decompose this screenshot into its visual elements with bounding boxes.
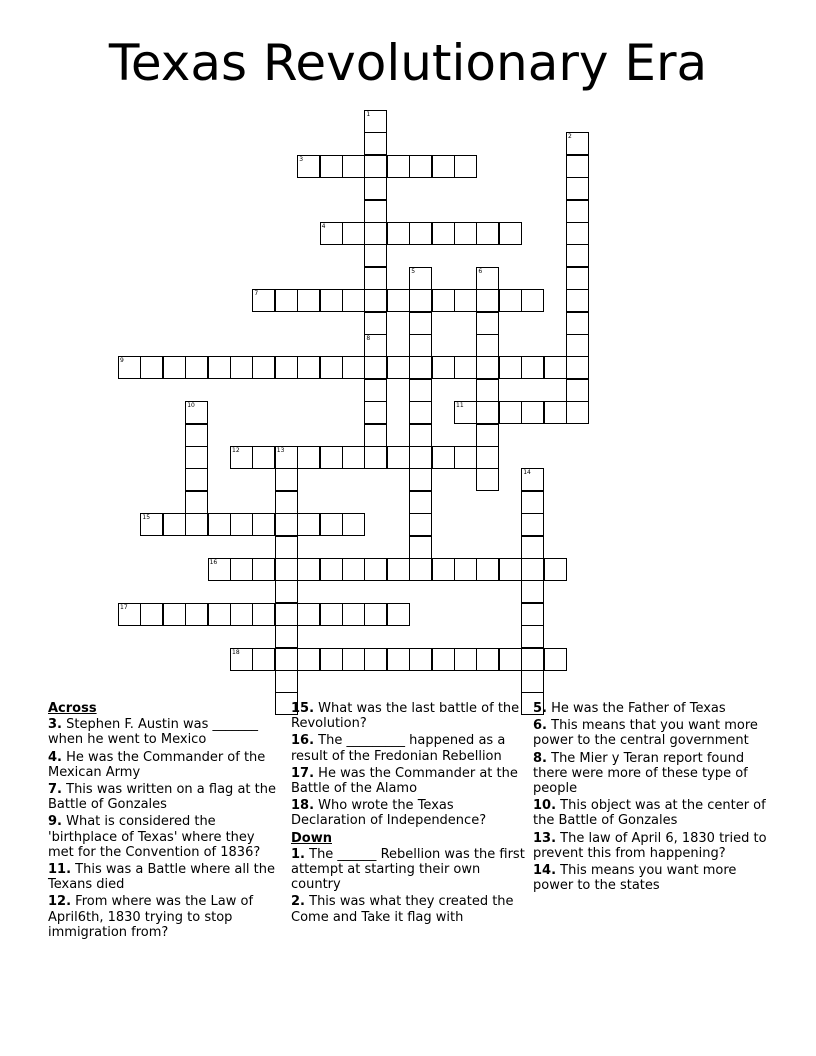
clue-item [48,782,284,812]
grid-cell[interactable] [476,379,499,402]
clue-number: 9. [48,814,62,830]
grid-cell[interactable] [342,446,365,469]
clue-text: This object was at the center of the Battle of Gonzales [533,798,766,829]
clue-text: This was written on a flag at the Battle of Gonzales [48,782,276,813]
grid-cell[interactable] [409,155,432,178]
grid-cell[interactable] [252,648,275,671]
grid-cell[interactable] [387,356,410,379]
grid-cell[interactable] [275,558,298,581]
clue-item [291,733,527,763]
grid-cell[interactable] [364,222,387,245]
clue-number: 2. [291,894,305,910]
grid-cell[interactable] [320,222,343,245]
grid-cell[interactable] [364,648,387,671]
grid-cell[interactable] [409,267,432,290]
grid-cell[interactable] [521,603,544,626]
grid-cell[interactable] [409,222,432,245]
grid-cell[interactable] [208,513,231,536]
grid-cell[interactable] [252,603,275,626]
grid-cell[interactable] [521,580,544,603]
grid-cell[interactable] [476,424,499,447]
clue-text: This was a Battle where all the Texans died [48,862,276,893]
clue-number-label: 6 [478,267,483,275]
grid-cell[interactable] [297,513,320,536]
grid-cell[interactable] [185,468,208,491]
clue-number: 5. [533,701,547,716]
grid-cell[interactable] [275,468,298,491]
clue-number: 15. [291,701,315,716]
clue-number: 10. [533,798,557,814]
grid-cell[interactable] [342,289,365,312]
grid-cell[interactable] [320,513,343,536]
clues-column-1 [48,701,284,942]
clue-text: The ______ Rebellion was the first attempt at starting their own country [291,846,525,893]
grid-cell[interactable] [252,289,275,312]
grid-cell[interactable] [208,558,231,581]
grid-cell[interactable] [454,222,477,245]
grid-cell[interactable] [499,558,522,581]
grid-cell[interactable] [185,401,208,424]
grid-cell[interactable] [409,334,432,357]
clue-text: The Mier y Teran report found there were more of these type of people [533,750,748,797]
grid-cell[interactable] [499,356,522,379]
grid-cell[interactable] [432,558,455,581]
clue-number-label: 18 [232,648,240,656]
grid-cell[interactable] [364,244,387,267]
grid-cell[interactable] [275,513,298,536]
clue-number-label: 9 [120,357,124,365]
grid-cell[interactable] [342,603,365,626]
clue-number-label: 11 [456,402,464,410]
grid-cell[interactable] [297,155,320,178]
clue-number: 6. [533,718,547,734]
grid-cell[interactable] [252,356,275,379]
grid-cell[interactable] [566,244,589,267]
grid-cell[interactable] [499,648,522,671]
grid-cell[interactable] [320,446,343,469]
clue-item [48,814,284,860]
clue-number: 1. [291,846,305,862]
grid-cell[interactable] [454,289,477,312]
grid-cell[interactable] [252,446,275,469]
grid-cell[interactable] [163,603,186,626]
grid-cell[interactable] [230,446,253,469]
clue-number: 17. [291,765,315,781]
grid-cell[interactable] [454,155,477,178]
grid-cell[interactable] [387,289,410,312]
clue-item [48,862,284,892]
grid-cell[interactable] [342,222,365,245]
grid-cell[interactable] [230,603,253,626]
clue-text: This was what they created the Come and Take it flag with [291,894,514,925]
grid-cell[interactable] [140,513,163,536]
clue-number: 8. [533,750,547,766]
grid-cell[interactable] [409,356,432,379]
grid-cell[interactable] [140,356,163,379]
grid-cell[interactable] [185,491,208,514]
grid-cell[interactable] [409,468,432,491]
grid-cell[interactable] [454,356,477,379]
grid-cell[interactable] [432,356,455,379]
grid-cell[interactable] [185,446,208,469]
grid-cell[interactable] [275,603,298,626]
grid-cell[interactable] [544,648,567,671]
grid-cell[interactable] [454,558,477,581]
grid-cell[interactable] [342,155,365,178]
grid-cell[interactable] [364,177,387,200]
grid-cell[interactable] [364,200,387,223]
grid-cell[interactable] [566,401,589,424]
clue-text: What is considered the 'birthplace of Texas' where they met for the Convention of 1836? [48,814,261,860]
grid-cell[interactable] [544,401,567,424]
grid-cell[interactable] [275,670,298,693]
clue-item [533,863,769,893]
grid-cell[interactable] [320,558,343,581]
grid-cell[interactable] [387,558,410,581]
clue-number-label: 2 [568,133,572,141]
grid-cell[interactable] [521,536,544,559]
grid-cell[interactable] [566,267,589,290]
clue-number-label: 17 [120,603,128,611]
grid-cell[interactable] [364,558,387,581]
grid-cell[interactable] [521,625,544,648]
grid-cell[interactable] [409,424,432,447]
grid-cell[interactable] [387,648,410,671]
grid-cell[interactable] [409,379,432,402]
clue-text: He was the Father of Texas [551,701,726,716]
clue-item [48,717,284,747]
grid-cell[interactable] [476,446,499,469]
grid-cell[interactable] [320,603,343,626]
down-heading: Down [291,830,332,846]
clue-number: 7. [48,782,62,798]
grid-cell[interactable] [364,110,387,133]
grid-cell[interactable] [566,200,589,223]
clue-number: 16. [291,733,315,749]
grid-cell[interactable] [163,513,186,536]
grid-cell[interactable] [275,491,298,514]
clue-number: 4. [48,749,62,765]
grid-cell[interactable] [521,289,544,312]
grid-cell[interactable] [364,356,387,379]
clue-text: This means you want more power to the states [533,863,737,894]
grid-cell[interactable] [185,356,208,379]
grid-cell[interactable] [275,536,298,559]
grid-cell[interactable] [320,289,343,312]
grid-cell[interactable] [364,379,387,402]
clue-number: 3. [48,717,62,733]
clue-item [291,701,527,731]
grid-cell[interactable] [342,356,365,379]
clue-item [533,701,769,716]
grid-cell[interactable] [185,603,208,626]
grid-cell[interactable] [364,334,387,357]
grid-cell[interactable] [230,648,253,671]
clue-number-label: 16 [209,559,218,566]
grid-cell[interactable] [297,603,320,626]
grid-cell[interactable] [252,558,275,581]
grid-cell[interactable] [409,446,432,469]
grid-cell[interactable] [163,356,186,379]
grid-cell[interactable] [364,424,387,447]
grid-cell[interactable] [409,312,432,335]
grid-cell[interactable] [432,446,455,469]
grid-cell[interactable] [566,312,589,335]
grid-cell[interactable] [566,289,589,312]
grid-cell[interactable] [521,670,544,693]
grid-cell[interactable] [208,603,231,626]
clue-number: 14. [533,863,557,879]
grid-cell[interactable] [364,603,387,626]
grid-cell[interactable] [387,446,410,469]
grid-cell[interactable] [297,558,320,581]
clue-item [48,894,284,940]
clue-item [533,798,769,828]
grid-cell[interactable] [499,289,522,312]
clue-item [48,750,284,780]
grid-cell[interactable] [364,155,387,178]
grid-cell[interactable] [275,289,298,312]
grid-cell[interactable] [499,401,522,424]
grid-cell[interactable] [387,222,410,245]
grid-cell[interactable] [521,401,544,424]
clue-text: This means that you want more power to the central government [533,718,758,749]
grid-cell[interactable] [387,603,410,626]
grid-cell[interactable] [364,289,387,312]
across-heading: Across [48,701,97,716]
clue-item [291,798,527,828]
grid-cell[interactable] [544,356,567,379]
grid-cell[interactable] [297,446,320,469]
clue-number-label: 10 [187,402,195,410]
clue-number-label: 1 [366,111,371,118]
grid-cell[interactable] [521,513,544,536]
grid-cell[interactable] [208,356,231,379]
grid-cell[interactable] [476,356,499,379]
grid-cell[interactable] [342,513,365,536]
grid-cell[interactable] [320,648,343,671]
grid-cell[interactable] [297,289,320,312]
grid-cell[interactable] [364,401,387,424]
grid-cell[interactable] [275,356,298,379]
grid-cell[interactable] [476,334,499,357]
grid-cell[interactable] [140,603,163,626]
grid-cell[interactable] [409,491,432,514]
grid-cell[interactable] [185,513,208,536]
clue-text: He was the Commander of the Mexican Army [48,749,266,780]
grid-cell[interactable] [118,356,141,379]
clue-item [291,847,527,893]
clues-column-3 [533,701,769,895]
clue-number-label: 13 [276,447,285,454]
grid-cell[interactable] [521,648,544,671]
clues-column-2 [291,701,527,927]
grid-cell[interactable] [544,558,567,581]
grid-cell[interactable] [476,468,499,491]
grid-cell[interactable] [476,289,499,312]
page-title: Texas Revolutionary Era [108,34,708,92]
grid-cell[interactable] [432,222,455,245]
grid-cell[interactable] [364,132,387,155]
grid-cell[interactable] [185,424,208,447]
grid-cell[interactable] [566,356,589,379]
grid-cell[interactable] [230,558,253,581]
clue-text: The _________ happened as a result of the Fredonian Rebellion [291,733,506,764]
clue-number-label: 14 [523,469,531,477]
clue-item [533,751,769,797]
grid-cell[interactable] [521,491,544,514]
grid-cell[interactable] [409,648,432,671]
clue-text: He was the Commander at the Battle of the Alamo [291,765,518,797]
grid-cell[interactable] [476,401,499,424]
clue-text: Who wrote the Texas Declaration of Independence? [291,798,487,829]
grid-cell[interactable] [275,625,298,648]
grid-cell[interactable] [432,648,455,671]
clue-number: 18. [291,798,315,814]
clue-item [533,718,769,748]
grid-cell[interactable] [387,155,410,178]
clue-item [291,766,527,796]
grid-cell[interactable] [432,289,455,312]
grid-cell[interactable] [476,558,499,581]
clue-number-label: 5 [411,267,416,275]
grid-cell[interactable] [476,267,499,290]
grid-cell[interactable] [476,648,499,671]
grid-cell[interactable] [566,379,589,402]
grid-cell[interactable] [521,558,544,581]
grid-cell[interactable] [409,289,432,312]
grid-cell[interactable] [454,446,477,469]
clue-text: The law of April 6, 1830 tried to prevent this from happening? [533,830,767,861]
grid-cell[interactable] [320,356,343,379]
grid-cell[interactable] [275,648,298,671]
grid-cell[interactable] [409,513,432,536]
clue-number: 12. [48,894,72,910]
grid-cell[interactable] [521,468,544,491]
grid-cell[interactable] [566,132,589,155]
grid-cell[interactable] [409,401,432,424]
grid-cell[interactable] [499,222,522,245]
clue-number-label: 12 [232,447,240,454]
grid-cell[interactable] [432,155,455,178]
clue-number-label: 15 [142,514,151,522]
grid-cell[interactable] [409,536,432,559]
clue-number-label: 4 [321,223,326,230]
grid-cell[interactable] [566,177,589,200]
grid-cell[interactable] [566,155,589,178]
grid-cell[interactable] [320,155,343,178]
grid-cell[interactable] [476,312,499,335]
clue-number-label: 3 [299,155,304,163]
grid-cell[interactable] [409,558,432,581]
grid-cell[interactable] [342,558,365,581]
grid-cell[interactable] [275,446,298,469]
grid-cell[interactable] [252,513,275,536]
clue-item [291,894,527,924]
grid-cell[interactable] [297,356,320,379]
grid-cell[interactable] [364,446,387,469]
grid-cell[interactable] [118,603,141,626]
clue-number-label: 8 [366,335,371,342]
grid-cell[interactable] [454,401,477,424]
grid-cell[interactable] [297,648,320,671]
clue-number: 11. [48,862,72,878]
clue-text: What was the last battle of the Revolution? [291,701,520,732]
grid-cell[interactable] [230,513,253,536]
grid-cell[interactable] [566,222,589,245]
grid-cell[interactable] [364,312,387,335]
grid-cell[interactable] [364,267,387,290]
grid-cell[interactable] [454,648,477,671]
grid-cell[interactable] [566,334,589,357]
grid-cell[interactable] [230,356,253,379]
grid-cell[interactable] [476,222,499,245]
clue-number-label: 7 [254,290,259,298]
grid-cell[interactable] [342,648,365,671]
grid-cell[interactable] [521,356,544,379]
clue-item [533,831,769,861]
clue-text: Stephen F. Austin was _______ when he went to Mexico [48,717,258,748]
grid-cell[interactable] [275,580,298,603]
clue-text: From where was the Law of April6th, 1830 trying to stop immigration from? [48,894,254,940]
clue-number: 13. [533,830,557,846]
